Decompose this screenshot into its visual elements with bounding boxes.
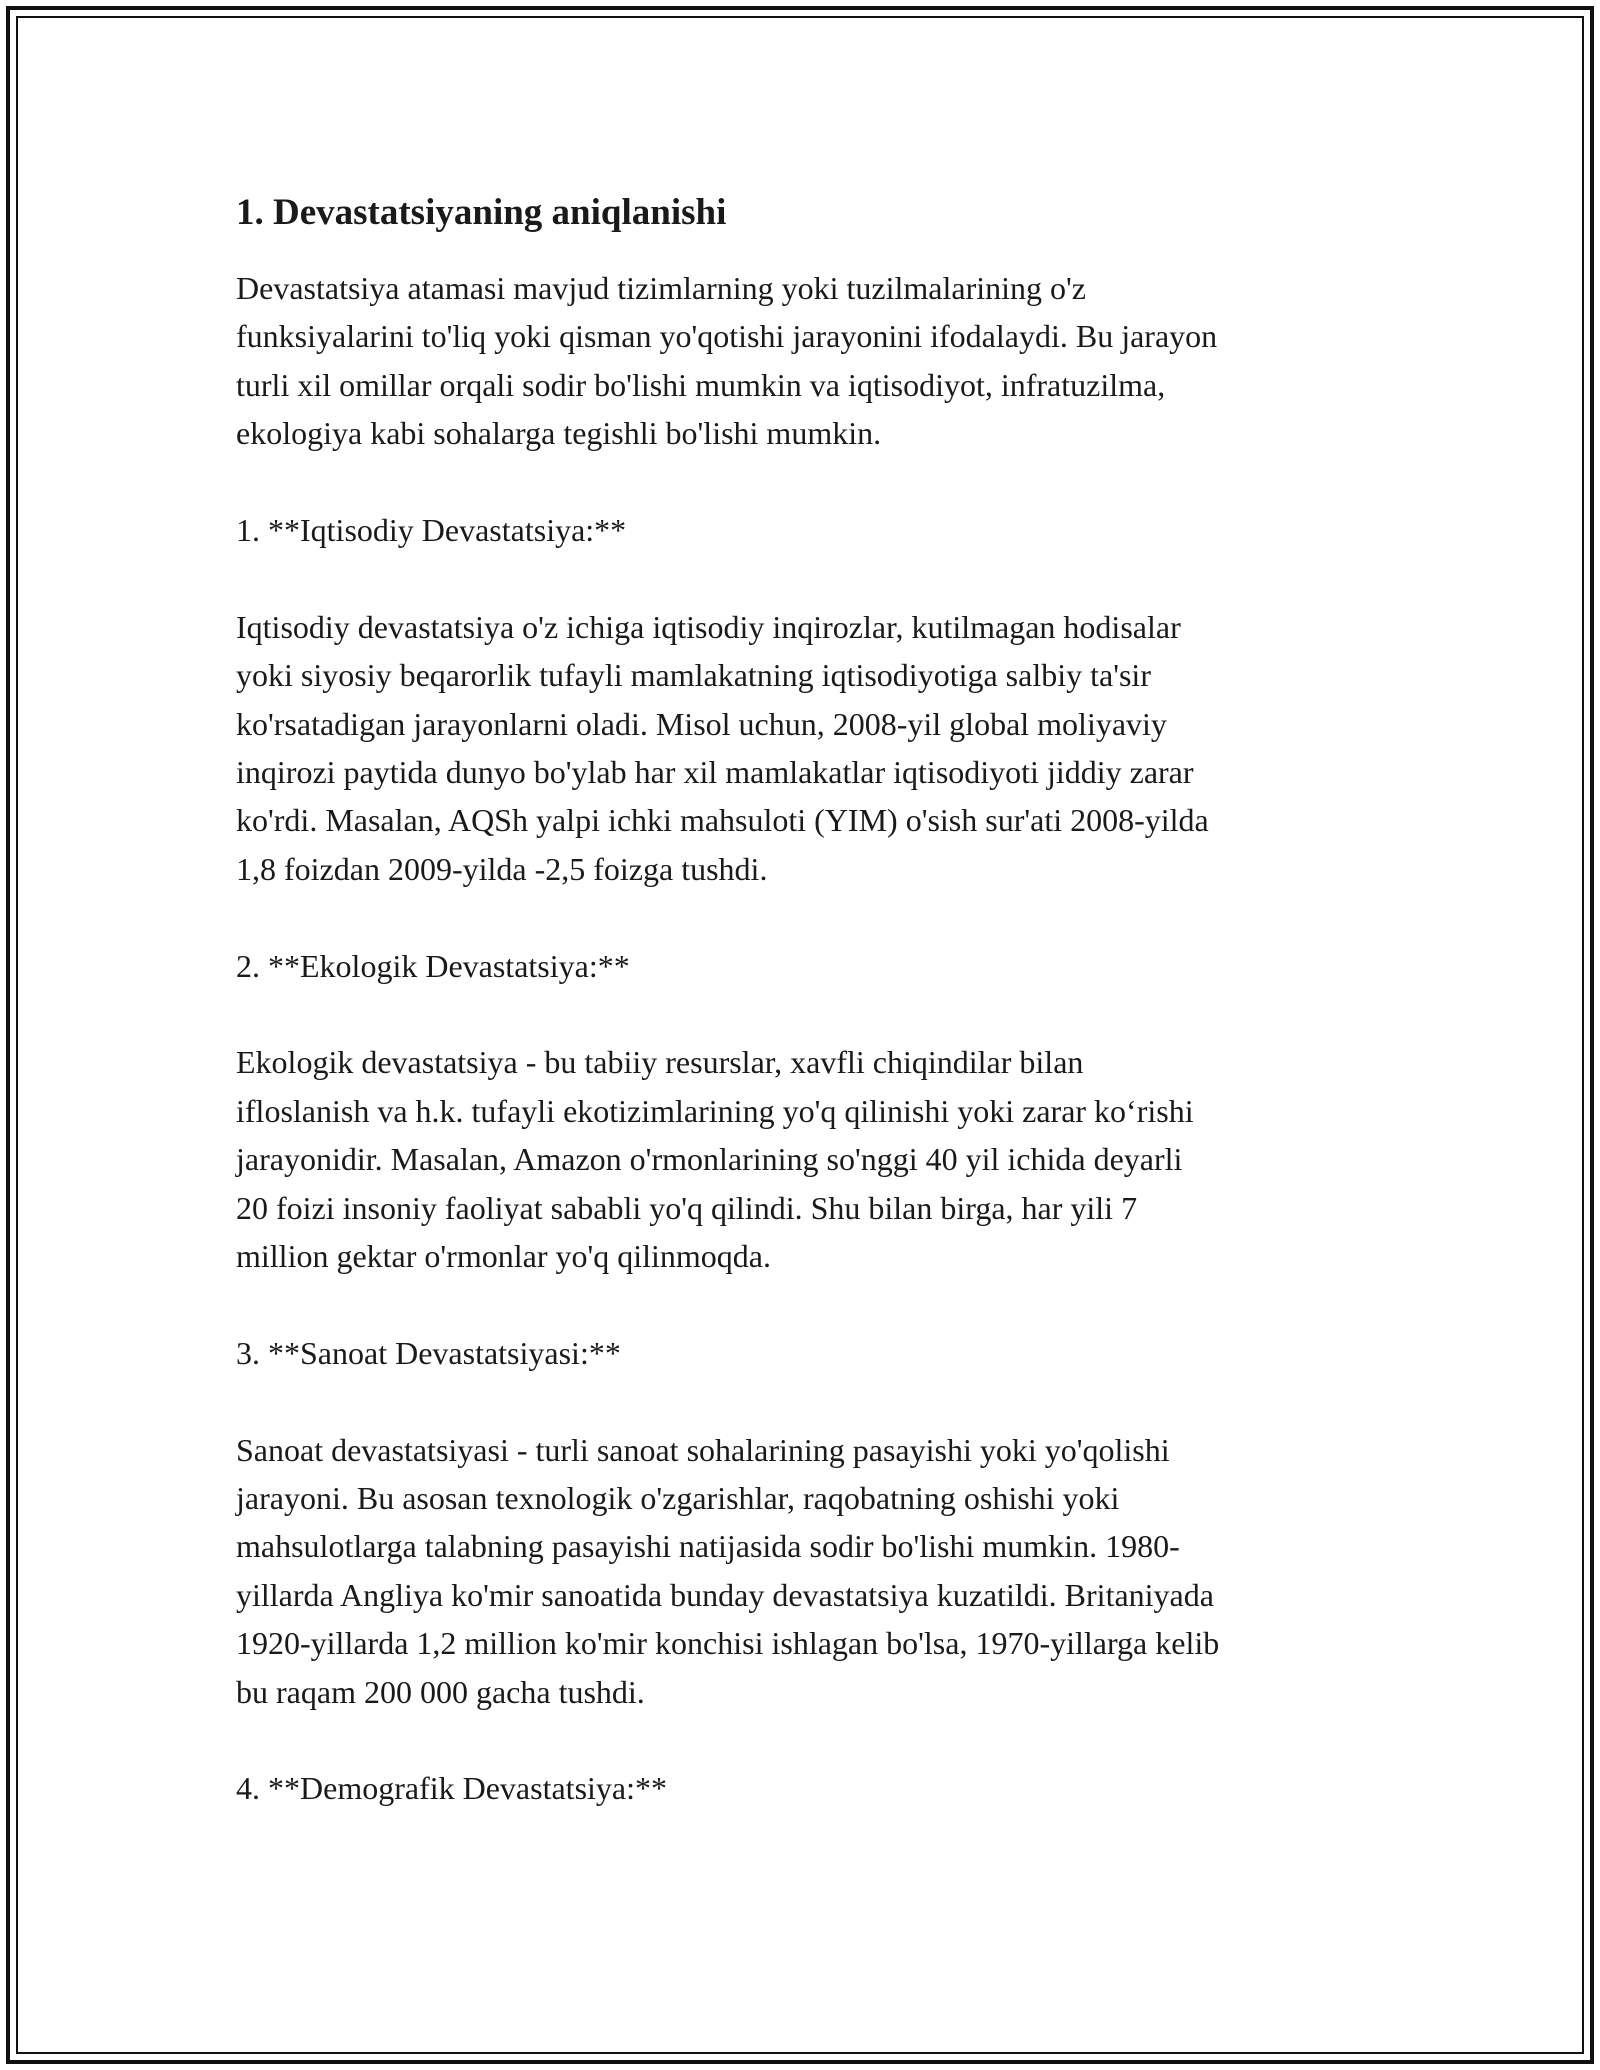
subsection-title-demografik: 4. **Demografik Devastatsiya:** [236, 1770, 667, 1807]
intro-paragraph: Devastatsiya atamasi mavjud tizimlarning yoki tuzilmalarining o'z funksiyalarini to'liq yoki qisman yo'qotishi jarayonini ifodalaydi. Bu jarayon turli xil omillar orqali sodir bo'lishi mumkin va iqtisodiyot, infratuzilma, ekologiya kabi sohalarga tegishli bo'lishi mumkin. [236, 270, 1218, 452]
subsection-body-ekologik: Ekologik devastatsiya - bu tabiiy resurslar, xavfli chiqindilar bilan ifloslanish va h.k. tufayli ekotizimlarining yo'q qilinishi yoki zarar koʻrishi jarayonidir. Masalan, Amazon o'rmonlarining so'nggi 40 yil ichida deyarli 20 foizi insoniy faoliyat sababli yo'q qilindi. Shu bilan birga, har yili 7 million gektar o'rmonlar yo'q qilinmoqda. [236, 1044, 1194, 1275]
subsection-body-iqtisodiy: Iqtisodiy devastatsiya o'z ichiga iqtisodiy inqirozlar, kutilmagan hodisalar yoki siyosiy beqarorlik tufayli mamlakatning iqtisodiyotiga salbiy ta'sir ko'rsatadigan jarayonlarni oladi. Misol uchun, 2008-yil global moliyaviy inqirozi paytida dunyo bo'ylab har xil mamlakatlar iqtisodiyoti jiddiy zarar ko'rdi. Masalan, AQSh yalpi ichki mahsuloti (YIM) o'sish sur'ati 2008-yilda 1,8 foizdan 2009-yilda -2,5 foizga tushdi. [236, 608, 1209, 887]
subsection-title-ekologik: 2. **Ekologik Devastatsiya:** [236, 947, 630, 984]
subsection-title-iqtisodiy: 1. **Iqtisodiy Devastatsiya:** [236, 512, 627, 549]
section-heading: 1. Devastatsiyaning aniqlanishi [236, 192, 727, 233]
subsection-title-sanoat: 3. **Sanoat Devastatsiyasi:** [236, 1334, 621, 1371]
document-body [236, 186, 1366, 1813]
subsection-body-sanoat: Sanoat devastatsiyasi - turli sanoat sohalarining pasayishi yoki yo'qolishi jarayoni. Bu asosan texnologik o'zgarishlar, raqobatning oshishi yoki mahsulotlarga talabning pasayishi natijasida sodir bo'lishi mumkin. 1980- yillarda Angliya ko'mir sanoatida bunday devastatsiya kuzatildi. Britaniyada 1920-yillarda 1,2 million ko'mir konchisi ishlagan bo'lsa, 1970-yillarga kelib bu raqam 200 000 gacha tushdi. [236, 1431, 1220, 1710]
